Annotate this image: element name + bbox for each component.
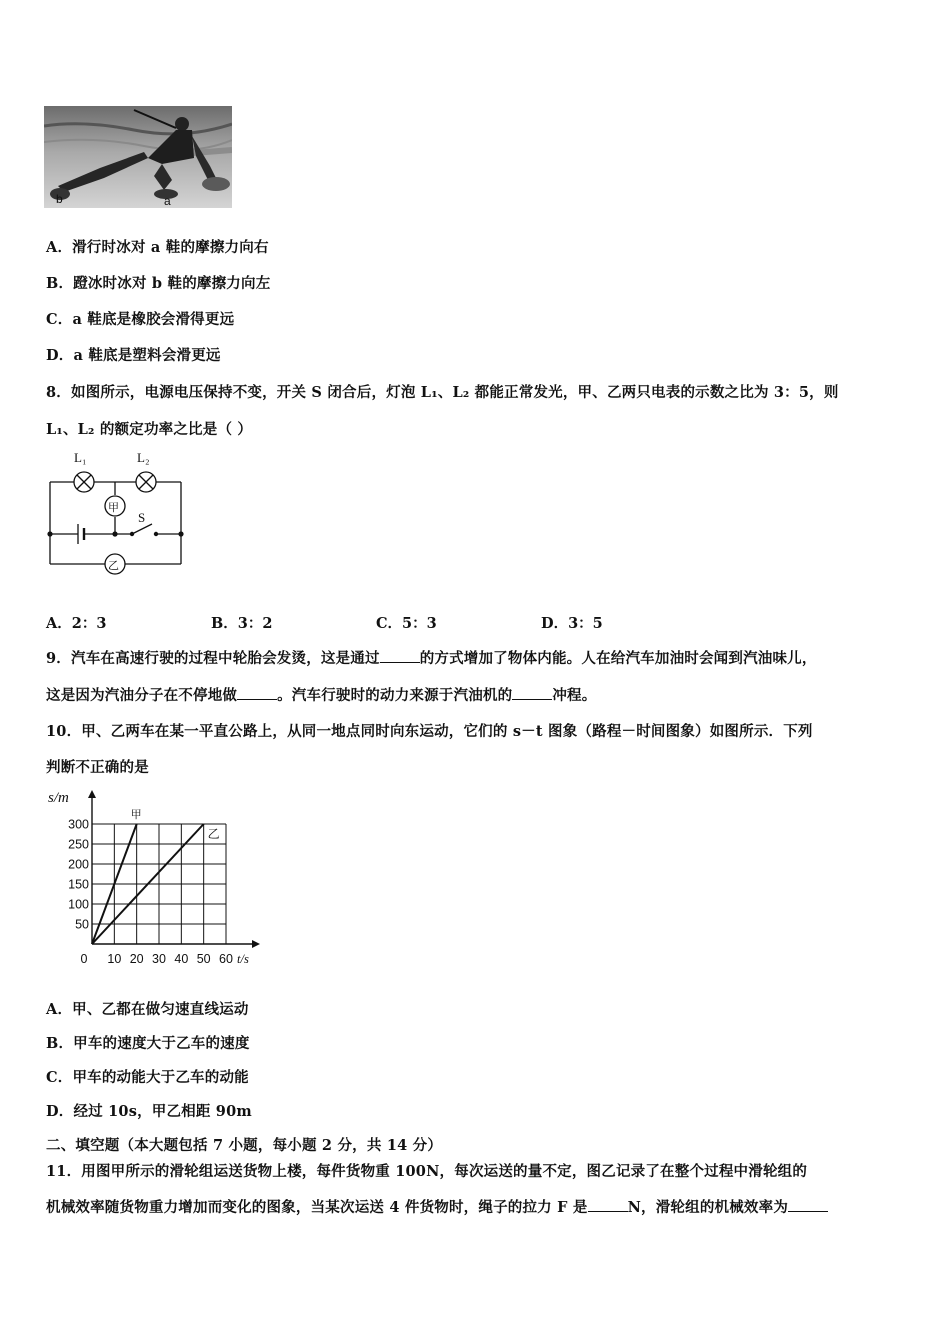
y-tick-label-300: 300	[68, 817, 89, 832]
x-tick-label-50: 50	[196, 952, 211, 966]
y-axis-arrow	[88, 790, 96, 798]
curling-photo	[44, 106, 232, 208]
section-heading: 二、填空题（本大题包括 7 小题，每小题 2 分，共 14 分）	[46, 1137, 443, 1154]
lamp-l2-label: L₂	[137, 450, 150, 465]
switch-s-label: S	[138, 510, 146, 525]
q10-option-b: B．甲车的速度大于乙车的速度	[46, 1035, 250, 1052]
q7-option-a: A．滑行时冰对 a 鞋的摩擦力向右	[46, 239, 269, 256]
x-tick-label-30: 30	[152, 952, 166, 966]
q10-stem-line1: 10．甲、乙两车在某一平直公路上，从同一地点同时向东运动，它们的 s－t 图象（路程－时间图象）如图所示．下列	[46, 723, 813, 740]
q8-stem-line2: L₁、L₂ 的额定功率之比是（ ）	[46, 421, 253, 438]
q10-option-a: A．甲、乙都在做匀速直线运动	[46, 1001, 249, 1018]
q10-stem-line2: 判断不正确的是	[46, 759, 149, 776]
q8-option-b: B．3：2	[211, 615, 273, 632]
q10-option-c: C．甲车的动能大于乙车的动能	[46, 1069, 249, 1086]
y-tick-label-250: 250	[68, 837, 89, 852]
x-axis-arrow	[252, 940, 260, 948]
lamp-l1-label: L₁	[74, 450, 87, 465]
x-tick-label-20: 20	[129, 952, 144, 966]
q9-text-2a: 这是因为汽油分子在不停地做	[46, 687, 238, 704]
q11-text-2a: 机械效率随货物重力增加而变化的图象，当某次运送 4 件货物时，绳子的拉力 F 是	[46, 1199, 588, 1216]
q7-option-c: C．a 鞋底是橡胶会滑得更远	[46, 311, 235, 328]
x-axis-label: t/s	[237, 952, 249, 966]
y-tick-label-150: 150	[68, 877, 89, 892]
q9-text-1a: 9．汽车在高速行驶的过程中轮胎会发烫，这是通过	[46, 650, 380, 667]
q7-option-b: B．蹬冰时冰对 b 鞋的摩擦力向左	[46, 275, 271, 292]
q11-stem-line2	[46, 1196, 828, 1217]
circuit-diagram	[44, 448, 194, 580]
q8-option-c: C．5：3	[376, 615, 437, 632]
st-chart-svg	[44, 786, 264, 972]
q8-option-a: A．2：3	[46, 615, 107, 632]
q9-blank-1	[380, 650, 420, 663]
series-label-yi: 乙	[207, 827, 220, 841]
q7-option-d: D．a 鞋底是塑料会滑更远	[46, 347, 221, 364]
meter-yi-label: 乙	[108, 559, 119, 572]
q9-text-2b: 。汽车行驶时的动力来源于汽油机的	[277, 687, 513, 704]
y-tick-label-100: 100	[68, 897, 89, 912]
q10-option-d: D．经过 10s，甲乙相距 90m	[46, 1103, 252, 1120]
q11-stem-line1: 11．用图甲所示的滑轮组运送货物上楼，每件货物重 100N，每次运送的量不定，图乙记录了在整个过程中滑轮组的	[46, 1163, 808, 1180]
x-tick-label-0: 0	[80, 952, 88, 966]
q9-blank-3	[512, 687, 552, 700]
x-tick-label-60: 60	[219, 952, 233, 966]
x-tick-label-10: 10	[107, 952, 122, 966]
q11-blank-2	[788, 1199, 828, 1212]
y-tick-label-200: 200	[68, 857, 89, 872]
q9-stem-line2	[46, 684, 596, 705]
q11-text-2b: N，滑轮组的机械效率为	[627, 1199, 789, 1216]
meter-jia-label: 甲	[108, 501, 119, 514]
photo-label-a: a	[164, 194, 171, 208]
series-label-jia: 甲	[130, 808, 142, 821]
photo-label-b: b	[56, 192, 63, 206]
q11-blank-1	[588, 1199, 628, 1212]
q9-text-2c: 冲程。	[552, 687, 597, 704]
q8-option-d: D．3：5	[541, 615, 603, 632]
q9-text-1b: 的方式增加了物体内能。人在给汽车加油时会闻到汽油味儿，	[419, 650, 817, 667]
q9-blank-2	[237, 687, 277, 700]
y-tick-label-50: 50	[75, 917, 89, 932]
y-axis-label: s/m	[48, 790, 69, 806]
q8-stem-line1: 8．如图所示，电源电压保持不变，开关 S 闭合后，灯泡 L₁、L₂ 都能正常发光，甲、乙两只电表的示数之比为 3：5，则	[46, 384, 839, 401]
x-tick-label-40: 40	[174, 952, 189, 966]
q9-stem-line1	[46, 647, 817, 668]
st-chart	[44, 786, 264, 972]
